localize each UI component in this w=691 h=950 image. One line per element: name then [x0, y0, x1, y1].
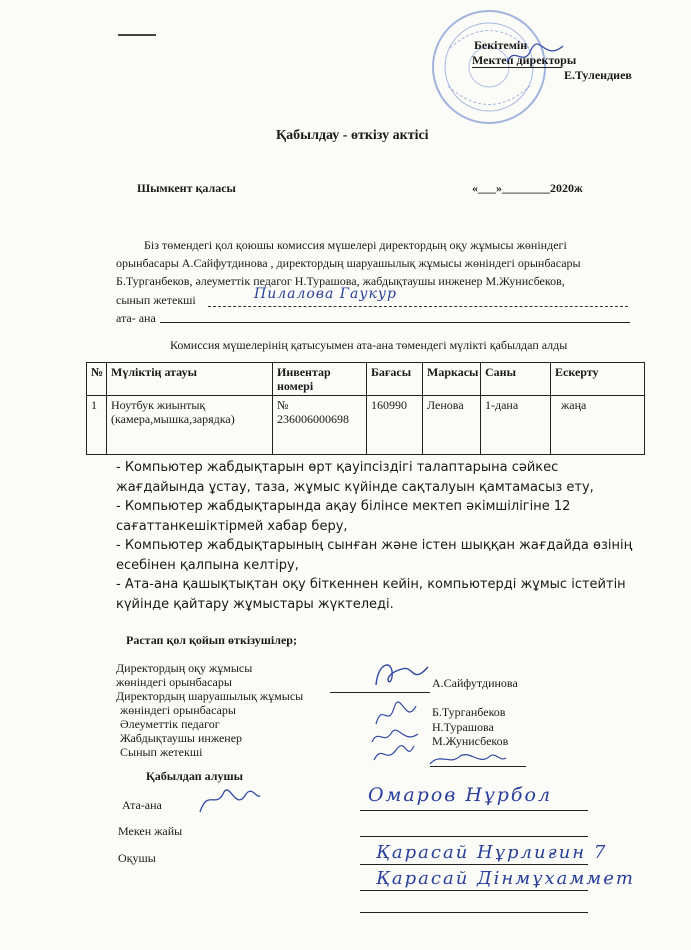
parent-line: [160, 322, 630, 323]
table-header-row: [87, 363, 645, 396]
cell-inventory: № 236006000698: [273, 396, 367, 455]
approval-line2: Мектеп директоры: [472, 53, 577, 67]
commission-line: Комиссия мүшелерінің қатысуымен ата-ана төмендегі мүлікті қабылдап алды: [170, 338, 568, 352]
signature-zhunisbekov: [372, 740, 416, 766]
signer-position: Сынып жетекші: [120, 745, 203, 759]
rule-item: - Ата-ана қашықтықтан оқу біткеннен кейін, компьютерді жұмыс істейтін күйінде қайтару жұмыстары жүктеледі.: [116, 577, 626, 612]
director-signature: [505, 40, 565, 70]
teacher-sign-line: [430, 766, 526, 767]
teacher-label: сынып жетекші: [116, 293, 196, 307]
signer-position: жөніндегі орынбасары: [116, 675, 232, 689]
items-table: [86, 362, 645, 455]
receiver-title: Қабылдап алушы: [146, 769, 243, 783]
rule-item: - Компьютер жабдықтарын өрт қауіпсіздігі талаптарына сәйкес жағдайында ұстау, таза, жұмыс күйінде сақталуын қамтамасыз ету,: [116, 460, 594, 495]
header-name: Мүліктің атауы: [107, 363, 273, 396]
header-price: Бағасы: [367, 363, 423, 396]
table-row: [87, 396, 645, 455]
signer-position: Директордың оқу жұмысы: [116, 661, 253, 675]
receiver-parent-label: Ата-ана: [122, 798, 162, 812]
intro-line3: Б.Турганбеков, әлеуметтік педагог Н.Турашова, жабдықтаушы инженер М.Жунисбеков,: [116, 274, 565, 288]
cell-price: 160990: [367, 396, 423, 455]
header-brand: Маркасы: [423, 363, 481, 396]
receiver-parent-line: [360, 810, 588, 811]
signature-sayfutdinova: [372, 655, 432, 693]
signer-positions: [116, 661, 303, 759]
signer-position: жөніндегі орынбасары: [120, 703, 236, 717]
cell-brand: Ленова: [423, 396, 481, 455]
document-title: Қабылдау - өткізу актісі: [276, 128, 429, 143]
receiver-student-label: Оқушы: [118, 851, 156, 865]
signer-name: Н.Турашова: [432, 719, 494, 734]
approval-line1: Бекітемін: [474, 38, 528, 52]
receiver-student-line-3: [360, 912, 588, 913]
signer-name: М.Жунисбеков: [432, 734, 509, 748]
cell-quantity: 1-дана: [481, 396, 551, 455]
signer-position: Жабдықтаушы инженер: [120, 731, 243, 745]
signer-position: Әлеуметтік педагог: [120, 717, 220, 731]
teacher-line: [208, 306, 628, 307]
receiver-student-line-1: [360, 864, 588, 865]
date: «___»________2020ж: [472, 181, 583, 195]
cell-name: Ноутбук жиынтық (камера,мышка,зарядка): [107, 396, 273, 455]
parent-label: ата- ана: [116, 311, 156, 325]
header-quantity: Саны: [481, 363, 551, 396]
receiver-address-label: Мекен жайы: [118, 824, 183, 838]
signer-position: Директордың шаруашылық жұмысы: [116, 689, 304, 703]
signer-names: [432, 705, 508, 749]
header-number: №: [87, 363, 107, 396]
rule-item: - Компьютер жабдықтарында ақау білінсе мектеп әкімшілігіне 12 сағаттанкешіктірмей хабар беру,: [116, 499, 571, 534]
signer-name: Б.Турганбеков: [432, 705, 506, 719]
header-note: Ескерту: [551, 363, 645, 396]
rules-list: [116, 458, 644, 614]
rule-item: - Компьютер жабдықтарының сынған және істен шыққан жағдайда өзінің есебінен қалпына келтіру,: [116, 538, 633, 573]
teacher-handwriting: Пилалова Гаукур: [254, 286, 397, 302]
intro-line2: орынбасары А.Сайфутдинова , директордың шаруашылық жұмысы жөніндегі орынбасары: [116, 256, 581, 270]
receiver-address-line: [360, 836, 588, 837]
top-left-mark: [118, 34, 156, 36]
signer-name-1: А.Сайфутдинова: [432, 676, 518, 690]
place: Шымкент қаласы: [137, 181, 236, 195]
approval-line3: Е.Тулендиев: [564, 68, 632, 82]
receiver-student-handwriting-1: Қарасай Нұрлиғин 7: [376, 842, 608, 863]
receiver-student-handwriting-2: Қарасай Дінмұхаммет: [376, 868, 635, 889]
cell-number: 1: [87, 396, 107, 455]
receiver-student-line-2: [360, 890, 588, 891]
intro-line1: Біз төмендегі қол қоюшы комиссия мүшелері директордың оқу жұмысы жөніндегі: [144, 238, 567, 252]
signers-title: Растап қол қойып өткізушілер;: [126, 633, 297, 647]
header-inventory: Инвентар номері: [273, 363, 367, 396]
signature-parent: [196, 782, 262, 818]
cell-note: жаңа: [551, 396, 645, 455]
receiver-parent-handwriting: Омаров Нұрбол: [368, 784, 553, 806]
